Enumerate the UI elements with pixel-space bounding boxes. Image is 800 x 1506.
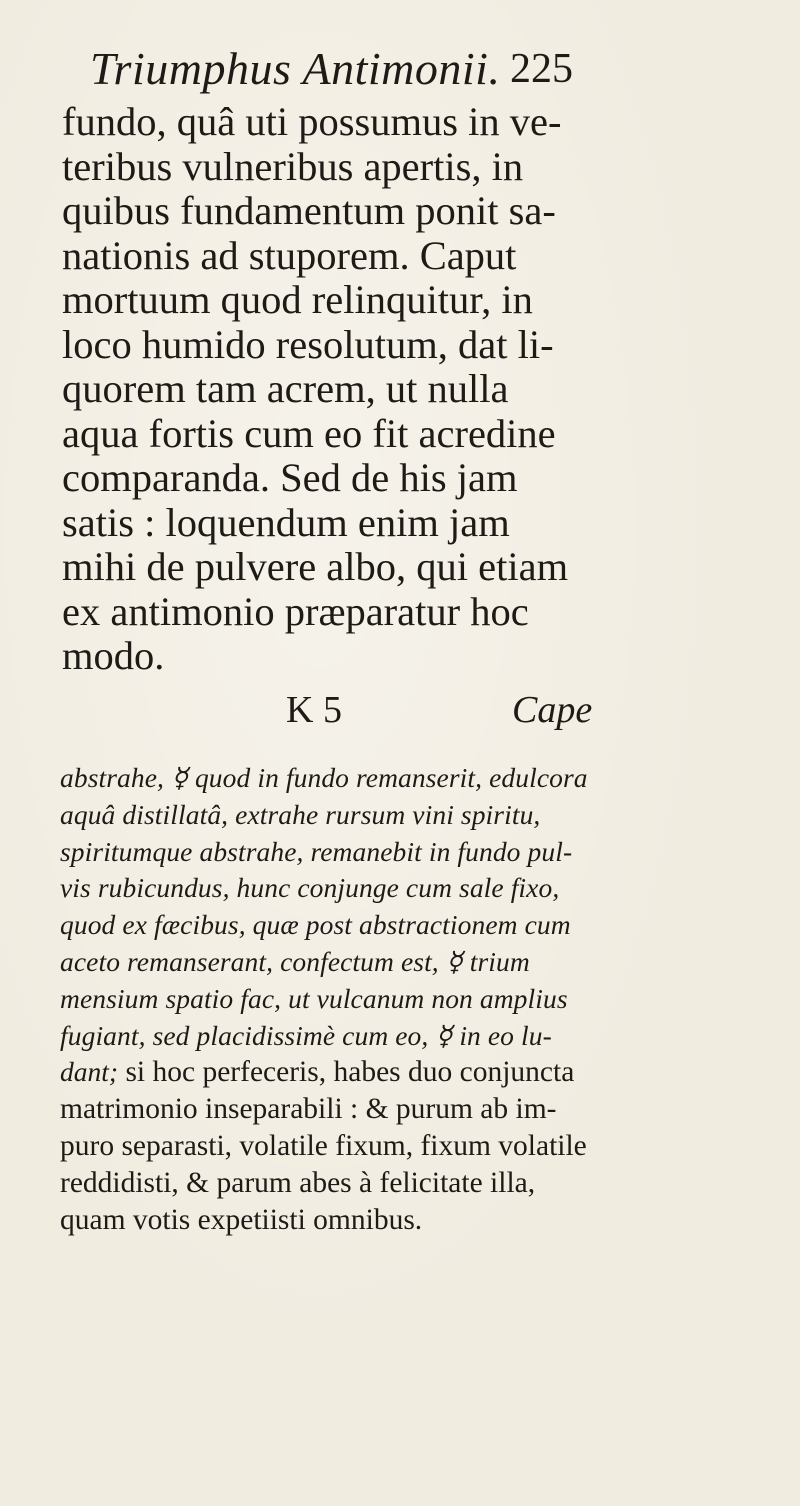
text-line: loco humido resolutum, dat li- bbox=[62, 321, 554, 367]
roman-fragment: si hoc perfeceris, habes duo conjuncta bbox=[118, 1056, 575, 1089]
italic-text-line: abstrahe, ☿ quod in fundo remanserit, edulcora bbox=[60, 762, 588, 793]
page-number: 225 bbox=[510, 46, 573, 92]
text-line: modo. bbox=[62, 633, 165, 678]
text-line: fundo, quâ uti possumus in ve- bbox=[62, 99, 562, 144]
text-line: nationis ad stuporem. Caput bbox=[62, 232, 517, 278]
running-head: Triumphus Antimonii. bbox=[90, 43, 501, 94]
main-paragraph bbox=[62, 100, 782, 679]
catchword: Cape bbox=[512, 689, 593, 731]
text-line: teribus vulneribus apertis, in bbox=[62, 143, 524, 189]
roman-text-line: quam votis expetiisti omnibus. bbox=[60, 1203, 423, 1236]
roman-text-line: reddidisti, & parum abes à felicitate illa, bbox=[60, 1166, 536, 1199]
italic-text-line: vis rubicundus, hunc conjunge cum sale fixo, bbox=[60, 872, 560, 904]
recipe-paragraph bbox=[60, 760, 790, 1238]
italic-text-line: quod ex fæcibus, quæ post abstractionem cum bbox=[60, 909, 571, 941]
text-line: satis : loquendum enim jam bbox=[62, 499, 510, 545]
text-line: comparanda. Sed de his jam bbox=[62, 455, 518, 500]
text-line: quorem tam acrem, ut nulla bbox=[62, 366, 509, 411]
text-line: quibus fundamentum ponit sa- bbox=[62, 188, 556, 233]
text-line: mortuum quod relinquitur, in bbox=[62, 277, 533, 322]
italic-text-line: fugiant, sed placidissimè cum eo, ☿ in eo lu- bbox=[60, 1019, 552, 1051]
signature-mark: K 5 bbox=[286, 689, 342, 731]
text-line: aqua fortis cum eo fit acredine bbox=[62, 410, 556, 456]
italic-text-line: aquâ distillatâ, extrahe rursum vini spiritu, bbox=[60, 798, 541, 830]
italic-fragment: dant; bbox=[60, 1056, 119, 1088]
roman-text-line: puro separasti, volatile fixum, fixum volatile bbox=[60, 1129, 587, 1162]
mixed-text-line bbox=[60, 1054, 790, 1091]
italic-text-line: spiritumque abstrahe, remanebit in fundo pul- bbox=[60, 835, 573, 867]
roman-text-line: matrimonio inseparabili : & purum ab im- bbox=[60, 1093, 557, 1126]
text-line: ex antimonio præparatur hoc bbox=[62, 588, 529, 634]
signature-catchword-line bbox=[0, 685, 800, 735]
text-line: mihi de pulvere albo, qui etiam bbox=[62, 544, 569, 589]
italic-text-line: aceto remanserant, confectum est, ☿ trium bbox=[60, 945, 530, 977]
page-header bbox=[80, 40, 770, 98]
italic-text-line: mensium spatio fac, ut vulcanum non amplius bbox=[60, 982, 568, 1014]
